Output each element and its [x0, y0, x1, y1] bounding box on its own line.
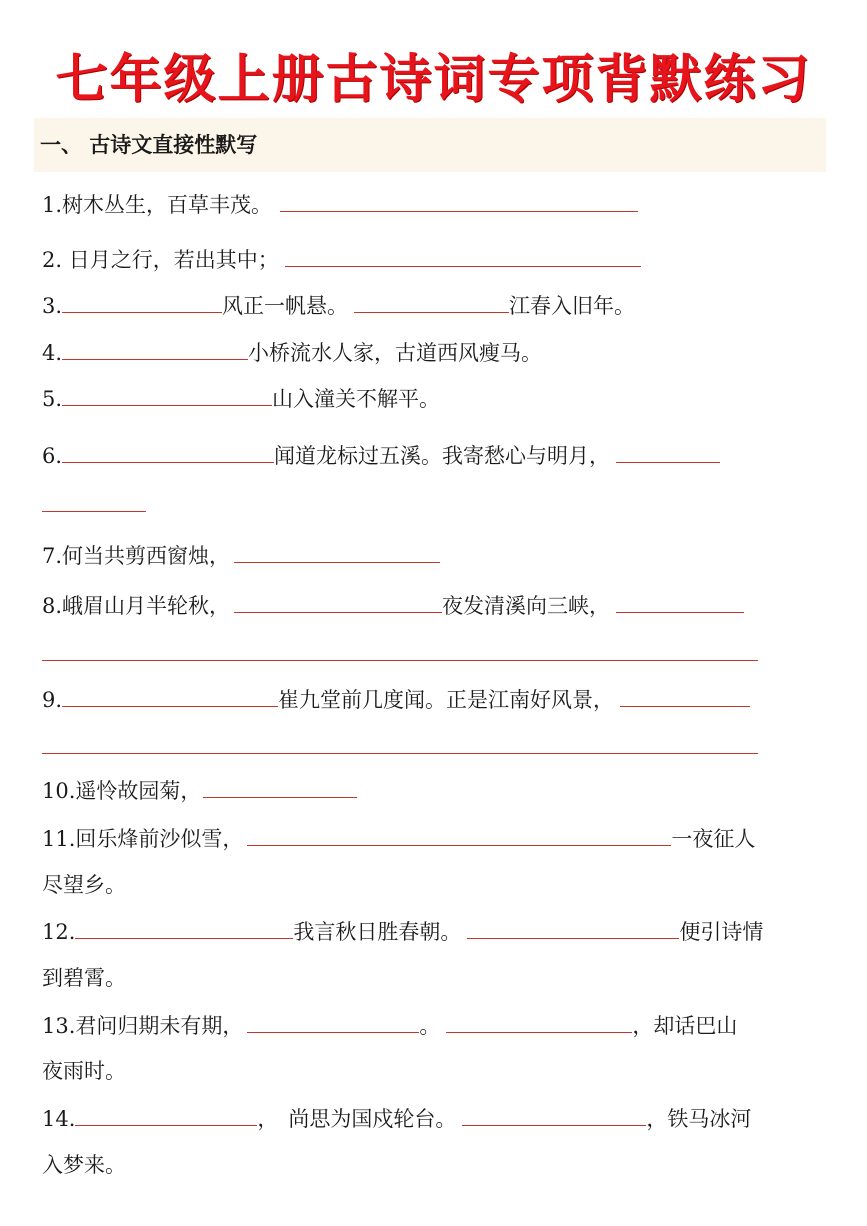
question-text: 小桥流水人家，古道西风瘦马。	[248, 341, 543, 365]
question-number: 3.	[42, 294, 63, 318]
question-text: 入梦来。	[42, 1153, 126, 1177]
question-text: 日月之行，若出其中；	[68, 248, 279, 272]
answer-blank[interactable]	[616, 590, 744, 613]
answer-blank-continued[interactable]	[42, 511, 146, 512]
answer-blank[interactable]	[234, 590, 442, 613]
question-10	[42, 775, 357, 806]
question-9	[42, 684, 750, 715]
question-text: 我言秋日胜春朝。	[293, 920, 462, 944]
question-text: 树木丛生，百草丰茂。	[62, 193, 273, 217]
question-number: 11.	[42, 827, 76, 851]
question-7	[42, 540, 440, 571]
question-6	[42, 440, 720, 471]
question-number: 9.	[42, 688, 63, 712]
question-3	[42, 290, 635, 321]
question-text: 。	[419, 1014, 441, 1038]
question-text: 闻道龙标过五溪。我寄愁心与明月，	[274, 444, 611, 468]
question-text: ，铁马冰河	[646, 1107, 752, 1131]
question-8	[42, 590, 744, 621]
question-14-continued	[42, 1150, 126, 1180]
answer-blank[interactable]	[62, 337, 248, 360]
question-text: 山入潼关不解平。	[272, 387, 441, 411]
question-number: 13.	[42, 1014, 76, 1038]
question-5	[42, 383, 440, 414]
question-11-continued	[42, 870, 126, 900]
question-12-continued	[42, 963, 126, 993]
answer-blank[interactable]	[247, 1010, 419, 1033]
answer-blank[interactable]	[354, 290, 509, 313]
question-text: 夜发清溪向三峡，	[442, 594, 611, 618]
answer-blank[interactable]	[203, 775, 357, 798]
answer-blank[interactable]	[62, 290, 222, 313]
question-text: 风正一帆悬。	[222, 294, 349, 318]
question-text: 君问归期未有期，	[75, 1014, 244, 1038]
question-text: ，	[257, 1107, 279, 1131]
question-number: 6.	[42, 444, 63, 468]
question-text: 峨眉山月半轮秋，	[62, 594, 231, 618]
answer-blank[interactable]	[62, 684, 278, 707]
question-text: 崔九堂前几度闻。正是江南好风景，	[278, 688, 615, 712]
question-13-continued	[42, 1056, 126, 1086]
answer-blank[interactable]	[462, 1103, 646, 1126]
question-text: 江春入旧年。	[509, 294, 636, 318]
answer-blank-continued[interactable]	[42, 660, 758, 661]
question-4	[42, 337, 542, 368]
question-12	[42, 916, 763, 947]
answer-blank[interactable]	[75, 1103, 257, 1126]
question-2	[42, 244, 641, 275]
answer-blank[interactable]	[247, 823, 671, 846]
question-11	[42, 823, 755, 854]
question-text: 到碧霄。	[42, 966, 126, 990]
question-number: 10.	[42, 779, 76, 803]
answer-blank[interactable]	[75, 916, 293, 939]
answer-blank[interactable]	[616, 440, 720, 463]
question-14	[42, 1103, 751, 1134]
answer-blank[interactable]	[62, 440, 274, 463]
question-number: 14.	[42, 1107, 76, 1131]
answer-blank[interactable]	[285, 244, 641, 267]
question-text: 夜雨时。	[42, 1059, 126, 1083]
question-number: 1.	[42, 193, 63, 217]
question-text: 何当共剪西窗烛，	[62, 544, 231, 568]
question-number: 12.	[42, 920, 76, 944]
answer-blank[interactable]	[446, 1010, 632, 1033]
page-title: 七年级上册古诗词专项背默练习	[55, 50, 812, 110]
question-13	[42, 1010, 737, 1041]
question-number: 2.	[42, 248, 69, 272]
question-text: 遥怜故园菊，	[75, 779, 202, 803]
question-number: 7.	[42, 544, 63, 568]
question-text: 便引诗情	[679, 920, 764, 944]
section-heading: 一、 古诗文直接性默写	[34, 118, 826, 172]
answer-blank[interactable]	[62, 383, 272, 406]
question-text: 回乐烽前沙似雪，	[75, 827, 244, 851]
question-text: 尽望乡。	[42, 873, 126, 897]
question-text: 尚思为国戍轮台。	[288, 1107, 457, 1131]
question-text: 一夜征人	[671, 827, 756, 851]
question-number: 5.	[42, 387, 63, 411]
answer-blank[interactable]	[234, 540, 440, 563]
question-1	[42, 189, 638, 220]
question-number: 4.	[42, 341, 63, 365]
answer-blank[interactable]	[280, 189, 638, 212]
answer-blank[interactable]	[467, 916, 679, 939]
answer-blank-continued[interactable]	[42, 753, 758, 754]
answer-blank[interactable]	[620, 684, 750, 707]
question-number: 8.	[42, 594, 63, 618]
question-text: ，却话巴山	[632, 1014, 738, 1038]
